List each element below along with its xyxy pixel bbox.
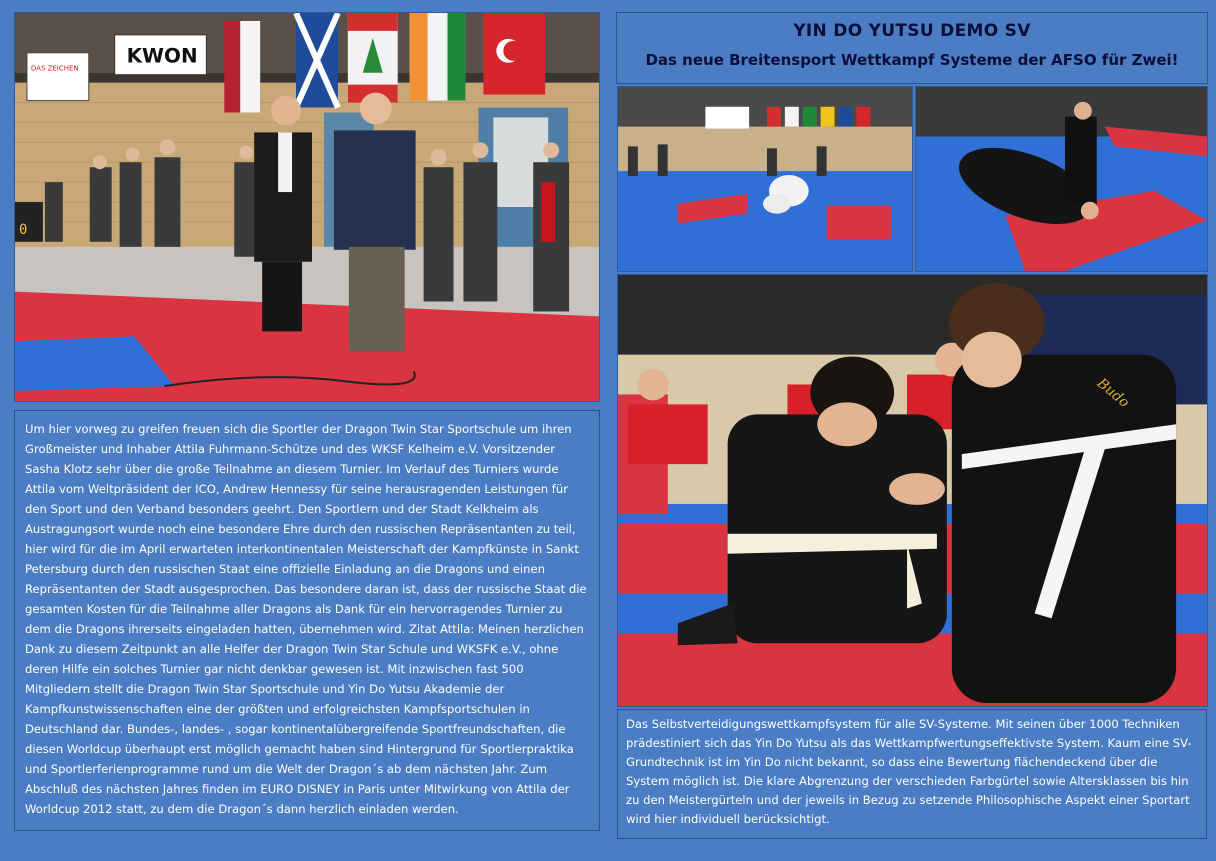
article-right: [617, 709, 1207, 839]
hall-overview-photo: [617, 86, 913, 272]
article-right-paragraph: Das Selbstverteidigungswettkampfsystem für alle SV-Systeme. Mit seinen über 1000 Techniken prädestiniert sich das Yin Do Yutsu als das Wettkampfwertungseffektivste System. Kaum eine SV-Grundtechnik ist im Yin Do nicht bekannt, so dass eine Bewertung flächendeckend über die System möglich ist. Die klare Abgrenzung der verschieden Farbgürtel sowie Altersklassen bis hin zu den Meistergürteln und der jeweils in Bezug zu setzende Philosophische Aspekt einer Sportart wird hier individuell berücksichtigt.: [626, 717, 1192, 826]
ceremony-photo: [14, 12, 600, 402]
page-title: YIN DO YUTSU DEMO SV: [793, 21, 1031, 41]
header-box: [616, 12, 1208, 84]
scoreboard-digit: 0: [18, 221, 28, 238]
article-left: [14, 410, 600, 831]
technique-photo: [617, 274, 1208, 707]
small-banner-text: DAS ZEICHEN: [30, 64, 79, 73]
throw-photo: [915, 86, 1208, 272]
page-subtitle: Das neue Breitensport Wettkampf Systeme der AFSO für Zwei!: [645, 51, 1179, 69]
belt-embroidery-text: Budo: [1093, 375, 1133, 412]
kwon-banner-text: KWON: [126, 44, 198, 68]
article-left-paragraph: Um hier vorweg zu greifen freuen sich die Sportler der Dragon Twin Star Sportschule um ihren Großmeister und Inhaber Attila Fuhrmann-Schütze und des WKSF Kelheim e.V. Vorsitzender Sasha Klotz sehr über die große Teilnahme an diesem Turnier. Im Verlauf des Turniers wurde Attila vom Weltpräsident der ICO, Andrew Hennessy für seine herausragenden Leistungen für den Sport und den Verband besonders geehrt. Den Sportlern und der Stadt Kelkheim als Austragungsort wurde noch eine besondere Ehre durch den russischen Repräsentanten zu teil, hier wird für die im April erwarteten interkontinentalen Meisterschaft der Kampfkünste in Sankt Petersburg durch den russischen Staat eine offizielle Einladung an die Dragons und einen Repräsentanten der Stadt ausgesprochen. Das besondere daran ist, dass der russische Staat die gesamten Kosten für die Teilnahme aller Dragons als Dank für ein hervorragendes Turnier zu dem die Dragons ihrerseits eingeladen hatten, übernehmen wird. Zitat Attila: Meinen herzlichen Dank zu diesem Zeitpunkt an alle Helfer der Dragon Twin Star Schule und WKSFK e.V., ohne deren Hilfe ein solches Turnier gar nicht denkbar gewesen ist. Mit inzwischen fast 500 Mitgliedern stellt die Dragon Twin Star Sportschule und Yin Do Yutsu Akademie der Kampfkunstwissenschaften eine der größten und erfolgreichsten Kampfsportschulen in Deutschland dar. Bundes-, landes- , sogar kontinentalübergreifende Sportfreundschaften, die diesen Worldcup überhaupt erst möglich gemacht haben sind Hintergrund für Sportlerpraktika und Sportlerferienprogramme rund um die Welt der Dragon´s ab dem nächsten Jahr. Zum Abschluß des nächsten Jahres finden im EURO DISNEY in Paris unter Mitwirkung von Attila der Worldcup 2012 statt, zu dem die Dragon´s dann herzlich einladen werden.: [25, 422, 587, 816]
